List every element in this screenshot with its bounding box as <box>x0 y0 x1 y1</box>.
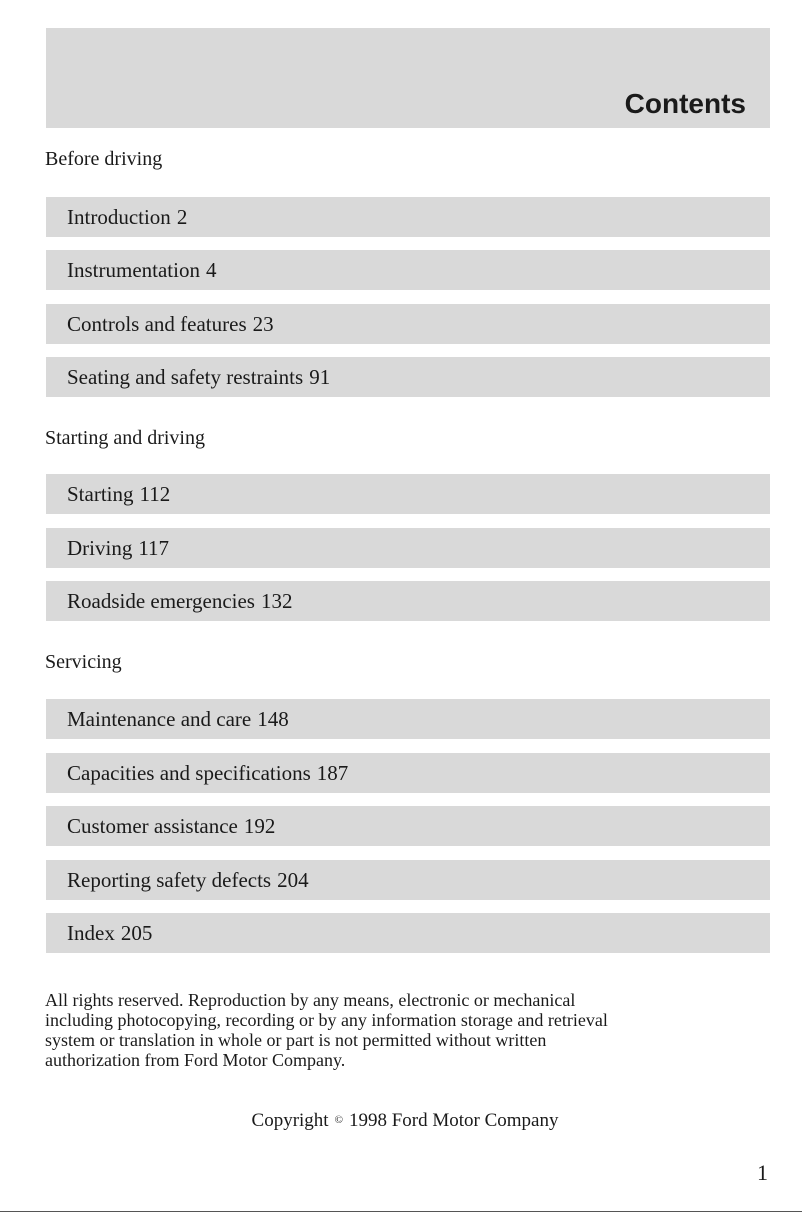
toc-entry-instrumentation[interactable] <box>46 250 770 290</box>
toc-entry-title: Seating and safety restraints <box>67 364 304 389</box>
toc-entry-driving[interactable] <box>46 528 770 568</box>
toc-entry-page: 4 <box>205 257 217 282</box>
toc-entry-page: 132 <box>260 588 293 613</box>
copyright-symbol: © <box>334 1114 343 1126</box>
toc-entry-seating-and-safety-restraints[interactable] <box>46 357 770 397</box>
toc-entry-customer-assistance[interactable] <box>46 806 770 846</box>
toc-entry-page: 112 <box>139 481 171 506</box>
legal-line: system or translation in whole or part is not permitted without written <box>45 1030 547 1050</box>
toc-entry-title: Instrumentation <box>67 257 200 282</box>
toc-entry-title: Driving <box>67 535 133 560</box>
page-title: Contents <box>624 88 746 119</box>
toc-entry-roadside-emergencies[interactable] <box>46 581 770 621</box>
toc-entry-title: Controls and features <box>67 311 247 336</box>
toc-entry-reporting-safety-defects[interactable] <box>46 860 770 900</box>
toc-entry-title: Customer assistance <box>67 813 238 838</box>
toc-entry-page: 148 <box>257 706 289 731</box>
toc-entry-page: 91 <box>309 364 331 389</box>
contents-header-band <box>46 28 770 128</box>
copyright-text: 1998 Ford Motor Company <box>348 1110 559 1131</box>
toc-entry-title: Roadside emergencies <box>67 588 255 613</box>
toc-entry-title: Index <box>67 920 115 945</box>
toc-entry-page: 192 <box>243 813 276 838</box>
copyright-line <box>0 1110 802 1132</box>
section-heading-starting-and-driving: Starting and driving <box>45 427 205 449</box>
toc-entry-page: 117 <box>138 535 170 560</box>
toc-entry-starting[interactable] <box>46 474 770 514</box>
legal-line: including photocopying, recording or by any information storage and retrieval <box>45 1010 608 1030</box>
toc-entry-page: 2 <box>176 204 188 229</box>
legal-line: authorization from Ford Motor Company. <box>45 1050 346 1070</box>
toc-entry-page: 187 <box>316 760 349 785</box>
toc-entry-page: 204 <box>277 867 309 892</box>
toc-entry-capacities-and-specifications[interactable] <box>46 753 770 793</box>
page-number: 1 <box>757 1160 768 1185</box>
section-heading-before-driving: Before driving <box>45 148 163 170</box>
copyright-prefix: Copyright <box>251 1110 329 1131</box>
bottom-divider <box>0 1211 802 1212</box>
toc-entry-page: 205 <box>120 920 153 945</box>
legal-line: All rights reserved. Reproduction by any means, electronic or mechanical <box>45 990 576 1010</box>
toc-entry-title: Introduction <box>67 204 171 229</box>
toc-entry-index[interactable] <box>46 913 770 953</box>
toc-entry-title: Starting <box>67 481 134 506</box>
toc-entry-title: Reporting safety defects <box>67 867 272 892</box>
toc-entry-introduction[interactable] <box>46 197 770 237</box>
toc-entry-controls-and-features[interactable] <box>46 304 770 344</box>
toc-entry-maintenance-and-care[interactable] <box>46 699 770 739</box>
toc-entry-title: Maintenance and care <box>67 706 252 731</box>
legal-notice <box>45 990 745 1070</box>
toc-entry-page: 23 <box>252 311 274 336</box>
toc-entry-title: Capacities and specifications <box>67 760 311 785</box>
section-heading-servicing: Servicing <box>45 651 122 673</box>
